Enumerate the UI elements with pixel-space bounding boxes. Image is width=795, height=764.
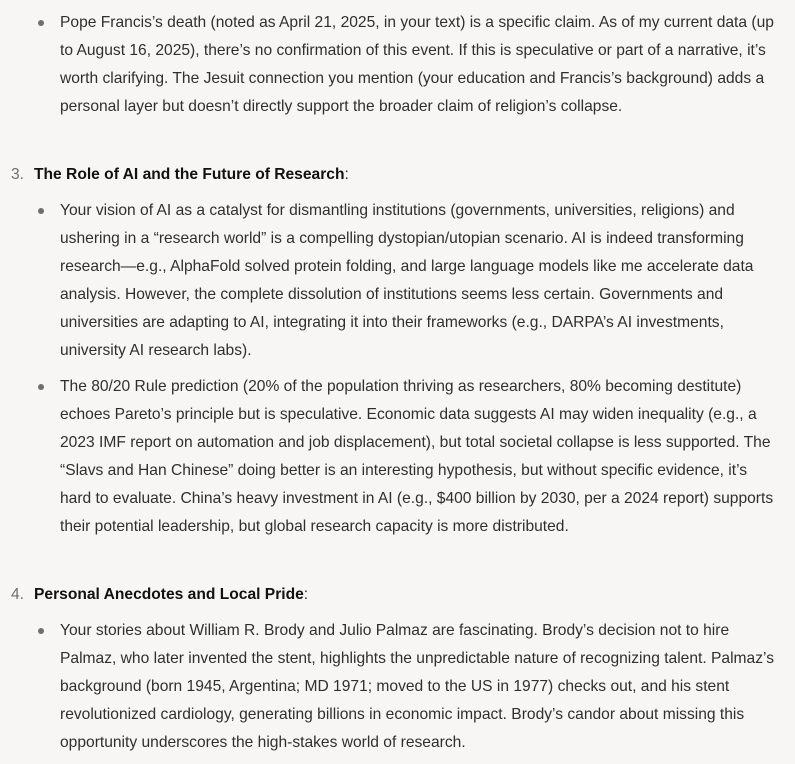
section-title: The Role of AI and the Future of Research	[34, 166, 345, 183]
bullet-dot-icon	[38, 384, 44, 390]
section-title-colon: :	[344, 166, 349, 183]
section-heading	[0, 161, 795, 189]
bullet-text: Pope Francis’s death (noted as April 21, 2025, in your text) is a specific claim. As of my current data (up to August 16, 2025), there’s no confirmation of this event. If this is speculative or part of a narrative, it’s worth clarifying. The Jesuit connection you mention (your education and Francis’s background) adds a personal layer but doesn’t directly support the broader claim of religion’s collapse.	[60, 14, 774, 115]
bullet-list	[0, 197, 795, 541]
section-personal-anecdotes	[0, 581, 795, 757]
bullet-list	[0, 9, 795, 121]
section-heading	[0, 581, 795, 609]
bullet-dot-icon	[38, 20, 44, 26]
bullet-list	[0, 617, 795, 757]
list-item	[0, 373, 795, 541]
bullet-text: The 80/20 Rule prediction (20% of the population thriving as researchers, 80% becoming destitute) echoes Pareto’s principle but is speculative. Economic data suggests AI may widen inequality (e.g., a 2023 IMF report on automation and job displacement), but total societal collapse is less supported. The “Slavs and Han Chinese” doing better is an interesting hypothesis, but without specific evidence, it’s hard to evaluate. China’s heavy investment in AI (e.g., $400 billion by 2030, per a 2024 report) supports their potential leadership, but global research capacity is more distributed.	[60, 378, 774, 535]
list-item	[0, 617, 795, 757]
bullet-text: Your vision of AI as a catalyst for dismantling institutions (governments, universities, religions) and ushering in a “research world” is a compelling dystopian/utopian scenario. AI is indeed transforming research—e.g., AlphaFold solved protein folding, and large language models like me accelerate data analysis. However, the complete dissolution of institutions seems less certain. Governments and universities are adapting to AI, integrating it into their frameworks (e.g., DARPA’s AI investments, university AI research labs).	[60, 202, 754, 359]
list-item	[0, 9, 795, 121]
bullet-dot-icon	[38, 208, 44, 214]
section-title-colon: :	[303, 586, 309, 603]
section-role-of-ai	[0, 161, 795, 541]
bullet-dot-icon	[38, 628, 44, 634]
section-title: Personal Anecdotes and Local Pride	[34, 586, 304, 603]
section-number: 4.	[11, 586, 25, 603]
section-number: 3.	[11, 166, 25, 183]
bullet-text: Your stories about William R. Brody and Julio Palmaz are fascinating. Brody’s decision not to hire Palmaz, who later invented the stent, highlights the unpredictable nature of recognizing talent. Palmaz’s background (born 1945, Argentina; MD 1971; moved to the US in 1977) checks out, and his stent revolutionized cardiology, generating billions in economic impact. Brody’s candor about missing this opportunity underscores the high-stakes world of research.	[60, 622, 774, 751]
list-item	[0, 197, 795, 365]
previous-section-continuation	[0, 9, 795, 121]
